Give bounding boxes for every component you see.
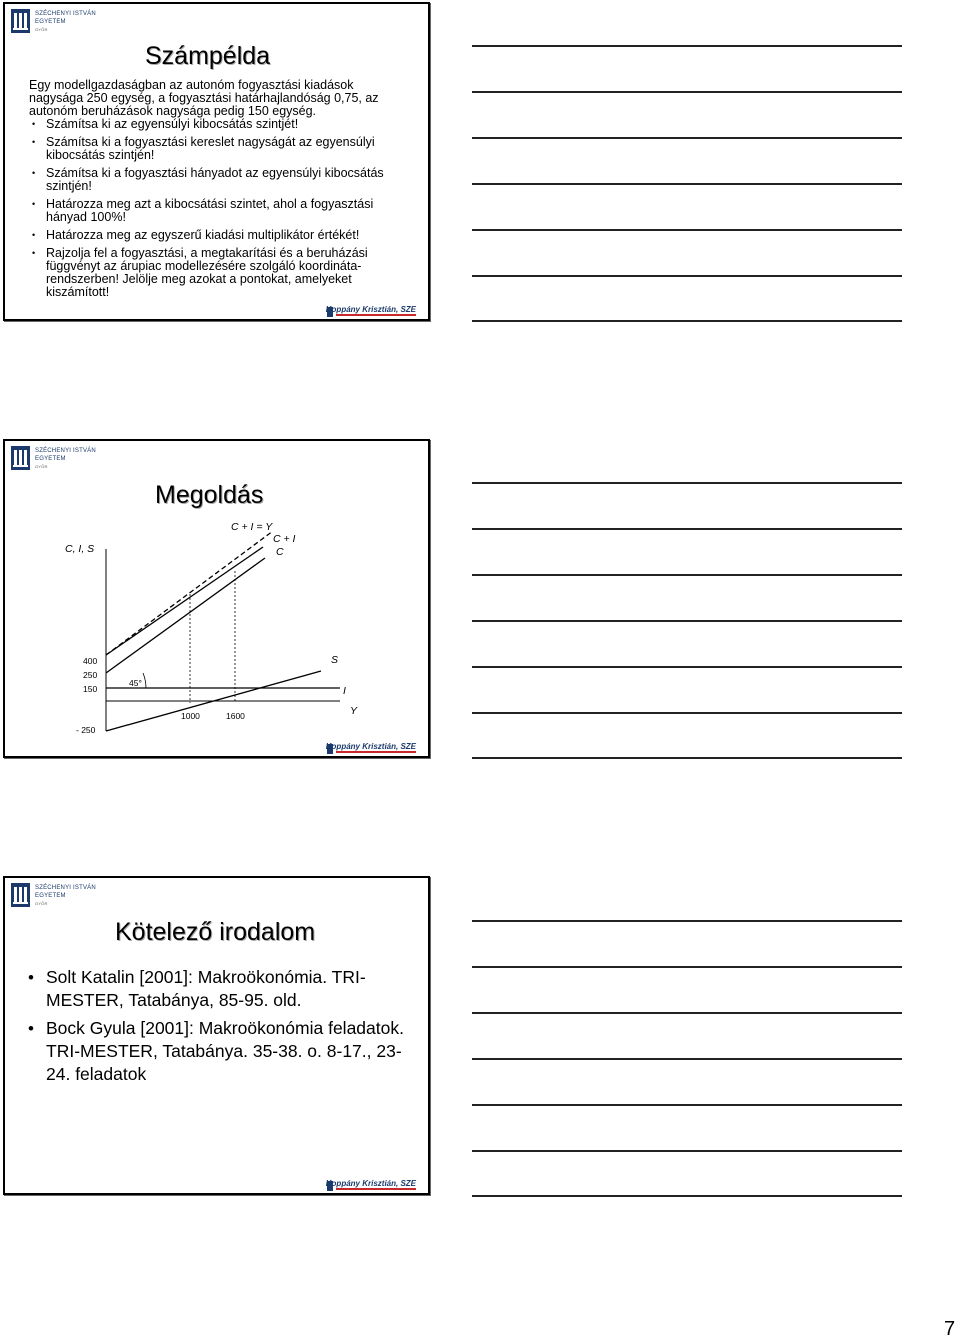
note-line (472, 1104, 902, 1106)
footer-underline (336, 314, 416, 316)
note-line (472, 712, 902, 714)
y-axis-label: C, I, S (65, 543, 95, 555)
reading-item: • Solt Katalin [2001]: Makroökonómia. TRI-MESTER, Tatabánya, 85-95. old. (25, 966, 405, 1012)
logo-line3: GYŐR (35, 27, 48, 32)
label-c-plus-i-equals-y: C + I = Y (231, 521, 273, 533)
note-line (472, 91, 902, 93)
line-c-plus-i-equals-y (106, 531, 273, 655)
logo-line1: SZÉCHENYI ISTVÁN (35, 885, 96, 891)
tick-400: 400 (83, 656, 98, 666)
task-item: • Rajzolja fel a fogyasztási, a megtakarítási és a beruházási függvényt az árupiac modellezésére szolgáló koordináta-rendszerben! Jelölje meg azokat a pontokat, amelyeket kiszámított! (29, 247, 409, 299)
task-item: • Számítsa ki a fogyasztási hányadot az egyensúlyi kibocsátás szintjén! (29, 167, 409, 193)
slide-body (29, 79, 409, 304)
logo-line2: EGYETEM (35, 18, 66, 25)
label-i: I (343, 685, 346, 697)
footer-author: Koppány Krisztián, SZE (325, 742, 416, 751)
slide-megoldas (3, 439, 430, 758)
logo-line1: SZÉCHENYI ISTVÁN (35, 11, 96, 17)
university-crest-icon (11, 9, 30, 33)
task-item: • Számítsa ki a fogyasztási kereslet nagyságát az egyensúlyi kibocsátás szintjén! (29, 136, 409, 162)
keynesian-cross-diagram (5, 441, 428, 756)
note-line (472, 137, 902, 139)
footer-author: Koppány Krisztián, SZE (325, 1179, 416, 1188)
logo-line2: EGYETEM (35, 455, 66, 462)
task-list (29, 118, 409, 299)
slide-title: Kötelező irodalom (115, 918, 316, 946)
note-line (472, 1150, 902, 1152)
slide-title: Megoldás (155, 481, 264, 509)
tick-1000: 1000 (181, 711, 200, 721)
tick-neg250: - 250 (76, 725, 96, 735)
note-line (472, 757, 902, 759)
intro-text: Egy modellgazdaságban az autonóm fogyasztási kiadások nagysága 250 egység, a fogyasztási határhajlandóság 0,75, az autonóm beruházások nagysága pedig 150 egység. (29, 78, 379, 118)
note-line (472, 620, 902, 622)
angle-arc (143, 673, 146, 688)
note-line (472, 183, 902, 185)
logo-line2: EGYETEM (35, 892, 66, 899)
tick-250: 250 (83, 670, 98, 680)
label-c-plus-i: C + I (273, 533, 296, 545)
note-line (472, 320, 902, 322)
note-line (472, 920, 902, 922)
slide-kotelezo-irodalom (3, 876, 430, 1195)
task-item: • Határozza meg az egyszerű kiadási multiplikátor értékét! (29, 229, 409, 242)
logo-line3: GYŐR (35, 901, 48, 906)
x-axis-label: Y (350, 705, 358, 717)
slide-szampelda (3, 2, 430, 321)
footer-author: Koppány Krisztián, SZE (325, 305, 416, 314)
logo-line1: SZÉCHENYI ISTVÁN (35, 448, 96, 454)
footer-underline (336, 1188, 416, 1190)
page-number: 7 (944, 1318, 956, 1340)
university-crest-icon (11, 883, 30, 907)
note-line (472, 666, 902, 668)
reading-item: • Bock Gyula [2001]: Makroökonómia feladatok. TRI-MESTER, Tatabánya. 35-38. o. 8-17., 23-24. feladatok (25, 1017, 405, 1086)
note-line (472, 482, 902, 484)
note-line (472, 1058, 902, 1060)
footer-underline (336, 751, 416, 753)
label-s: S (331, 654, 339, 666)
note-line (472, 1195, 902, 1197)
note-line (472, 275, 902, 277)
label-c: C (276, 546, 284, 558)
note-line (472, 966, 902, 968)
logo-line3: GYŐR (35, 464, 48, 469)
task-item: • Határozza meg azt a kibocsátási szintet, ahol a fogyasztási hányad 100%! (29, 198, 409, 224)
tick-1600: 1600 (226, 711, 245, 721)
tick-150: 150 (83, 684, 98, 694)
note-line (472, 229, 902, 231)
line-c-plus-i (106, 547, 263, 655)
note-line (472, 574, 902, 576)
note-line (472, 45, 902, 47)
note-line (472, 528, 902, 530)
note-line (472, 1012, 902, 1014)
angle-label: 45° (129, 678, 142, 688)
slide-title: Számpélda (145, 42, 271, 70)
task-item: • Számítsa ki az egyensúlyi kibocsátás szintjét! (29, 118, 409, 131)
reading-list (25, 966, 405, 1091)
line-c (106, 558, 265, 673)
